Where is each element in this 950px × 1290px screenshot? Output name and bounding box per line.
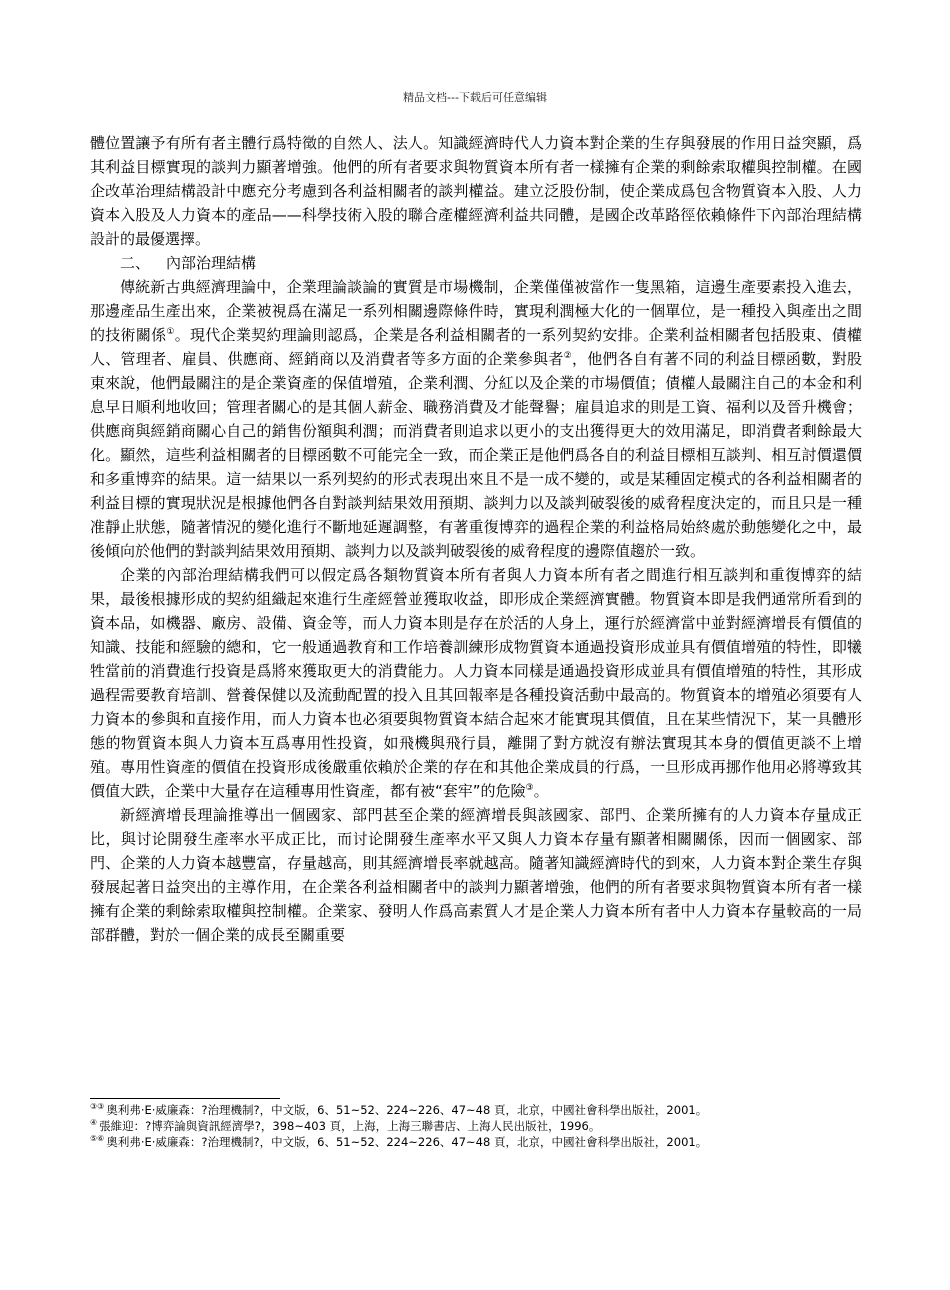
paragraph-3-text: 企業的內部治理結構我們可以假定爲各類物質資本所有者與人力資本所有者之間進行相互談判和重復博弈的結果，最後根據形成的契約組織起來進行生產經營並獲取收益，即形成企業經濟實體。物質資本即是我們通常所看到的資本品，如機器、廠房、設備、資金等，而人力資本則是存在於活的人身上，運行於經濟當中並對經濟增長有價值的知識、技能和經驗的總和，它一般通過教育和工作培養訓練形成物質資本通過投資形成並具有價值增殖的特性，即犧牲當前的消費進行投資是爲將來獲取更大的消費能力。人力資本同樣是通過投資形成並具有價值增殖的特性，其形成過程需要教育培訓、營養保健以及流動配置的投入且其回報率是各種投資活動中最高的。物質資本的增殖必須要有人力資本的參與和直接作用，而人力資本也必須要與物質資本結合起來才能實現其價值，且在某些情況下，某一具體形態的物質資本與人力資本互爲專用性投資，如飛機與飛行員，離開了對方就沒有辦法實現其本身的價值更談不上增殖。專用性資產的價值在投資形成後嚴重依賴於企業的存在和其他企業成員的行爲，一旦形成再挪作他用必將導致其價值大跌，企業中大量存在這種專用性資產，都有被“套牢”的危險 <box>90 566 862 800</box>
paragraph-2-part-a: 傳統新古典經濟理論中，企業理論談論的實質是市場機制，企業僅僅被當作一隻黑箱，這邊生產要素投入進去，那邊產品生產出來，企業被視爲在滿足一系列相關邊際條件時，實現利潤極大化的一個單位，是一種投入與產出之間的技術關係 <box>90 278 862 344</box>
footnote-ref-1[interactable]: ① <box>166 327 175 337</box>
footnotes <box>90 1102 870 1150</box>
footnote <box>90 1134 870 1150</box>
paragraph-1: 體位置讓予有所有者主體行爲特徵的自然人、法人。知識經濟時代人力資本對企業的生存與發展的作用日益突顯，爲其利益目標實現的談判力顯著增強。他們的所有者要求與物質資本所有者一樣擁有企業的剩餘索取權與控制權。在國企改革治理結構設計中應充分考慮到各利益相關者的談判權益。建立泛股份制，使企業成爲包含物質資本入股、人力資本入股及人力資本的產品——科學技術入股的聯合產權經濟利益共同體，是國企改革路徑依賴條件下內部治理結構設計的最優選擇。 <box>90 134 862 248</box>
footnote-text: 奧利弗·E·威廉森：?治理機制?，中文版，6、51~52、224~226、47~48 頁，北京，中國社會科學出版社，2001。 <box>106 1103 708 1117</box>
paragraph-2-part-c: ，他們各自有著不同的利益目標函數，對股東來說，他們最關注的是企業資產的保值增殖，企業利潤、分紅以及企業的市場價值；債權人最關注自己的本金和利息早日順利地收回；管理者關心的是其個人薪金、職務消費及才能聲譽；雇員追求的則是工資、福利以及晉升機會；供應商與經銷商關心自己的銷售份額與利潤；而消費者則追求以更小的支出獲得更大的效用滿足，即消費者剩餘最大化。顯然，這些利益相關者的目標函數不可能完全一致，而企業正是他們爲各自的利益目標相互談判、相互討價還價和多重博弈的結果。這一結果以一系列契約的形式表現出來且不是一成不變的，或是某種固定模式的各利益相關者的利益目標的實現狀況是根據他們各自對談判結果效用預期、談判力以及談判破裂後的威脅程度決定的，而且只是一種准靜止狀態，隨著情況的變化進行不斷地延遲調整，有著重復博弈的過程企業的利益格局始終處於動態變化之中，最後傾向於他們的對談判結果效用預期、談判力以及談判破裂後的威脅程度的邊際值趨於一致。 <box>90 350 862 560</box>
footnote-mark: ⑤⑥ <box>90 1134 105 1144</box>
footnote-text: 張維迎：?博弈論與資訊經濟學?，398~403 頁，上海，上海三聯書店、上海人民出版社，1996。 <box>99 1119 601 1133</box>
paragraph-2 <box>90 275 862 563</box>
footnote-text: 奧利弗·E·威廉森：?治理機制?，中文版，6、51~52、224~226、47~48 頁，北京，中國社會科學出版社，2001。 <box>106 1135 708 1149</box>
paragraph-3-end: 。 <box>533 782 549 800</box>
paragraph-4: 新經濟增長理論推導出一個國家、部門甚至企業的經濟增長與該國家、部門、企業所擁有的人力資本存量成正比，與讨论開發生產率水平成正比，而讨论開發生產率水平又與人力資本存量有顯著相關關係，因而一個國家、部門、企業的人力資本越豐富，存量越高，則其經濟增長率就越高。隨著知識經濟時代的到來，人力資本對企業生存與發展起著日益突出的主導作用，在企業各利益相關者中的談判力顯著增強，他們的所有者要求與物質資本所有者一樣擁有企業的剩餘索取權與控制權。企業家、發明人作爲高素質人才是企業人力資本所有者中人力資本存量較高的一局部群體，對於一個企業的成長至關重要 <box>90 806 862 944</box>
section-title: 內部治理結構 <box>166 254 257 272</box>
page-header: 精品文档---下载后可任意编辑 <box>403 91 547 104</box>
footnote <box>90 1102 870 1118</box>
footnote-mark: ④ <box>90 1118 98 1128</box>
footnote-ref-2[interactable]: ② <box>563 351 572 361</box>
footnote <box>90 1118 870 1134</box>
section-number: 二、 <box>120 254 151 272</box>
paragraph-2-part-b: 。現代企業契約理論則認爲，企業是各利益相關者的一系列契約安排。企業利益相關者包括股東、債權人、管理者、雇員、供應商、經銷商以及消費者等多方面的企業參與者 <box>90 326 862 368</box>
footnote-mark: ③③ <box>90 1102 105 1112</box>
footnote-divider <box>90 1098 280 1099</box>
paragraph-3 <box>90 563 862 803</box>
footnote-ref-3[interactable]: ③ <box>525 783 534 793</box>
section-heading <box>90 251 862 275</box>
document-body <box>90 131 862 947</box>
